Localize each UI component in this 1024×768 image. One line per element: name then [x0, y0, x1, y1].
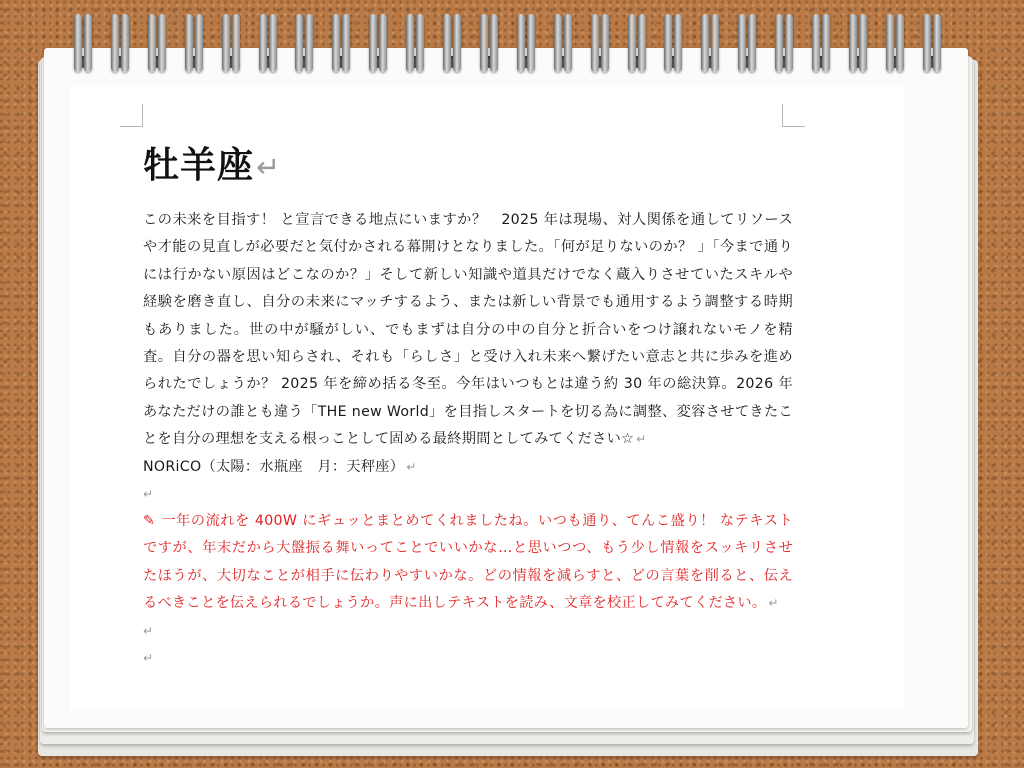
binding-ring — [443, 14, 451, 72]
binding-ring — [748, 14, 756, 72]
binding-ring — [812, 14, 820, 72]
binding-ring — [111, 14, 119, 72]
binding-ring — [269, 14, 277, 72]
document-title[interactable] — [143, 140, 793, 193]
binding-ring — [591, 14, 599, 72]
paragraph-mark: ↵ — [636, 432, 647, 447]
document-content — [143, 140, 793, 672]
binding-ring — [222, 14, 230, 72]
binding-ring — [379, 14, 387, 72]
binding-ring — [295, 14, 303, 72]
empty-paragraph[interactable] — [143, 618, 793, 645]
binding-ring — [674, 14, 682, 72]
binding-ring — [775, 14, 783, 72]
binding-ring — [664, 14, 672, 72]
binding-ring — [480, 14, 488, 72]
binding-ring — [185, 14, 193, 72]
margin-corner-mark-right — [782, 104, 805, 127]
paragraph-mark: ↵ — [143, 623, 154, 638]
empty-paragraph[interactable] — [143, 645, 793, 672]
binding-ring — [148, 14, 156, 72]
binding-ring — [158, 14, 166, 72]
binding-ring — [369, 14, 377, 72]
paragraph-mark: ↵ — [768, 596, 779, 611]
binding-ring — [923, 14, 931, 72]
binding-ring — [701, 14, 709, 72]
binding-ring — [490, 14, 498, 72]
binding-ring — [785, 14, 793, 72]
main-paragraph-text: この未来を目指す！ と宣言できる地点にいますか？ 2025 年は現場、対人関係を通してリソースや才能の見直しが必要だと気付かされる幕開けとなりました。「何が足りないのか？ 」「今まで通りには行かない原因はどこなのか？」そして新しい知識や道具だけでなく蔵入りさせていたスキルや経験を磨き直し、自分の未来にマッチするよう、または新しい背景でも通用するよう調整する時期もありました。世の中が騒がしい、でもまずは自分の中の自分と折合いをつけ譲れないモノを精査。自分の器を思い知らされ、それも「らしさ」と受け入れ未来へ繋げたい意志と共に歩みを進められたでしょうか？ 2025 年を締め括る冬至。今年はいつもとは違う約 30 年の総決算。2026 年あなただけの誰とも違う「THE new World」を目指しスタートを切る為に調整、変容させてきたことを自分の理想を支える根っことして固める最終期間としてみてください☆ — [143, 212, 793, 448]
signature-text: NORiCO（太陽：水瓶座 月：天秤座） — [143, 458, 405, 475]
binding-ring — [638, 14, 646, 72]
paragraph-mark: ↵ — [143, 650, 154, 665]
binding-ring — [416, 14, 424, 72]
binding-ring — [232, 14, 240, 72]
binding-ring — [738, 14, 746, 72]
binding-ring — [195, 14, 203, 72]
binding-ring — [406, 14, 414, 72]
binding-ring — [628, 14, 636, 72]
binding-ring — [332, 14, 340, 72]
title-text: 牡羊座 — [143, 145, 255, 186]
paragraph-mark: ↵ — [256, 150, 282, 184]
binding-ring — [121, 14, 129, 72]
pencil-icon: ✎ — [143, 513, 156, 530]
paragraph-mark: ↵ — [143, 487, 154, 502]
binding-ring — [554, 14, 562, 72]
binding-ring — [933, 14, 941, 72]
binding-ring — [896, 14, 904, 72]
empty-paragraph[interactable] — [143, 481, 793, 508]
binding-ring — [849, 14, 857, 72]
review-comment-text: 一年の流れを 400W にギュッとまとめてくれましたね。いつも通り、てんこ盛り！ なテキストですが、年末だから大盤振る舞いってことでいいかな…と思いつつ、もう少し情報をスッキリさせたほうが、大切なことが相手に伝わりやすいかな。どの情報を減らすと、どの言葉を削ると、伝えるべきことを伝えられるでしょうか。声に出しテキストを読み、文章を校正してみてください。 — [143, 513, 793, 612]
binding-ring — [601, 14, 609, 72]
review-comment[interactable] — [143, 508, 793, 618]
binding-ring — [859, 14, 867, 72]
binding-ring — [74, 14, 82, 72]
binding-ring — [259, 14, 267, 72]
paragraph-mark: ↵ — [406, 459, 417, 474]
margin-corner-mark-left — [120, 104, 143, 127]
binding-ring — [822, 14, 830, 72]
binding-ring — [564, 14, 572, 72]
binding-ring — [453, 14, 461, 72]
binding-ring — [886, 14, 894, 72]
binding-ring — [527, 14, 535, 72]
binding-ring — [342, 14, 350, 72]
main-paragraph[interactable] — [143, 207, 793, 454]
binding-ring — [517, 14, 525, 72]
binding-ring — [711, 14, 719, 72]
binding-ring — [305, 14, 313, 72]
signature-line[interactable] — [143, 454, 793, 481]
binding-ring — [84, 14, 92, 72]
